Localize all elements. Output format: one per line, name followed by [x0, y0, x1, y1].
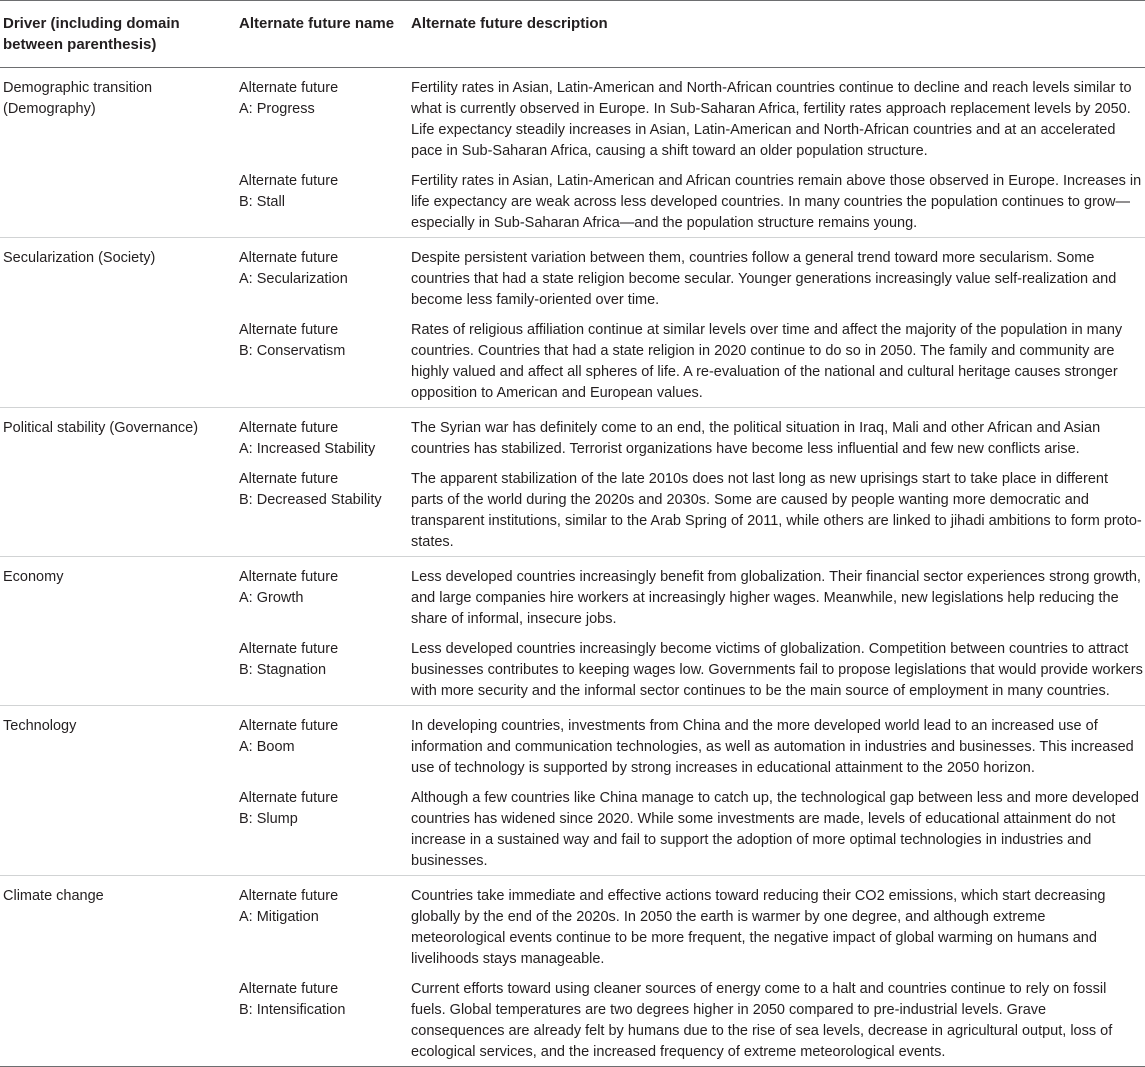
future-name-line1: Alternate future — [239, 80, 339, 96]
table-body — [0, 68, 1145, 1067]
table-row — [0, 706, 1145, 780]
future-name-cell — [236, 68, 408, 163]
future-name-line1: Alternate future — [239, 718, 339, 734]
future-name-line2: A: Increased Stability — [239, 441, 376, 457]
table-header — [0, 1, 1145, 68]
header-future-name: Alternate future name — [236, 1, 408, 68]
table-row — [0, 408, 1145, 461]
driver-cell-empty — [0, 162, 236, 238]
driver-cell-empty — [0, 630, 236, 706]
future-description-cell: Less developed countries increasingly benefit from globalization. Their financial sector experiences strong growth, and large companies hire workers at increasingly higher wages. Meanwhile, new legislations help reducing the share of informal, insecure jobs. — [411, 569, 1141, 627]
future-name-line2: A: Growth — [239, 590, 304, 606]
future-name-line2: A: Boom — [239, 739, 295, 755]
future-name-line2: B: Intensification — [239, 1002, 346, 1018]
table-row — [0, 779, 1145, 876]
future-description-cell: Fertility rates in Asian, Latin-American and African countries remain above those observed in Europe. Increases in life expectancy are weak across less developed countries. In many countries the population continues to grow—especially in Sub-Saharan Africa—and the population structure remains young. — [408, 162, 1145, 238]
table-row — [0, 970, 1145, 1067]
table-row — [0, 68, 1145, 163]
future-name-cell — [236, 311, 408, 408]
driver-cell-empty — [0, 970, 236, 1067]
future-name-line2: B: Decreased Stability — [239, 492, 382, 508]
future-name-cell — [236, 630, 408, 706]
future-description-cell: The Syrian war has definitely come to an end, the political situation in Iraq, Mali and other African and Asian countries has stabilized. Terrorist organizations have become less influential and few new conflicts arise. — [411, 420, 1101, 457]
future-name-cell — [236, 970, 408, 1067]
future-name-line2: A: Mitigation — [239, 909, 319, 925]
header-row — [0, 1, 1145, 68]
future-name-line1: Alternate future — [239, 641, 339, 657]
future-name-cell — [236, 779, 408, 876]
future-description-cell: Rates of religious affiliation continue at similar levels over time and affect the majority of the population in many countries. Countries that had a state religion in 2020 continue to do so in 2050. The family and community are highly valued and affect all spheres of life. A re-evaluation of the national and cultural heritage causes stronger opposition to American and European values. — [408, 311, 1145, 408]
future-name-cell — [236, 408, 408, 461]
future-name-cell — [236, 460, 408, 557]
table-row — [0, 460, 1145, 557]
future-description-cell: Despite persistent variation between them, countries follow a general trend toward more secularism. Some countries that had a state religion become secular. Younger generations increasingly value self-realization and become less family-oriented over time. — [411, 250, 1117, 308]
future-name-cell — [236, 162, 408, 238]
future-name-line1: Alternate future — [239, 981, 339, 997]
future-name-line1: Alternate future — [239, 322, 339, 338]
table-row — [0, 876, 1145, 971]
driver-cell: Demographic transition (Demography) — [3, 80, 153, 117]
driver-cell: Political stability (Governance) — [3, 420, 199, 436]
future-description-cell: Fertility rates in Asian, Latin-American and North-African countries continue to decline and reach levels similar to what is currently observed in Europe. In Sub-Saharan Africa, fertility rates approach replacement levels by 2050. Life expectancy steadily increases in Asian, Latin-American and North-African countries and at an accelerated pace in Sub-Saharan Africa, causing a shift toward an older population structure. — [411, 80, 1132, 159]
future-name-line1: Alternate future — [239, 173, 339, 189]
future-name-cell — [236, 238, 408, 312]
driver-cell: Climate change — [3, 888, 104, 904]
driver-cell: Secularization (Society) — [3, 250, 156, 266]
future-name-cell — [236, 876, 408, 971]
table-row — [0, 162, 1145, 238]
future-description-cell: Countries take immediate and effective actions toward reducing their CO2 emissions, which start decreasing globally by the end of the 2020s. In 2050 the earth is warmer by one degree, and although extreme meteorological events continue to be more frequent, the negative impact of global warming on humans and livelihoods stays manageable. — [411, 888, 1106, 967]
future-description-cell: The apparent stabilization of the late 2010s does not last long as new uprisings start to take place in different parts of the world during the 2020s and 2030s. Some are caused by people wanting more democratic and transparent institutions, similar to the Arab Spring of 2011, while others are linked to jihadi ambitions to form proto-states. — [408, 460, 1145, 557]
header-future-description: Alternate future description — [408, 1, 1145, 68]
future-description-cell: Current efforts toward using cleaner sources of energy come to a halt and countries continue to rely on fossil fuels. Global temperatures are two degrees higher in 2050 compared to pre-industrial levels. Grave consequences are already felt by humans due to the rise of sea levels, decrease in agricultural output, loss of ecological services, and the increased frequency of extreme meteorological events. — [408, 970, 1145, 1067]
future-name-line1: Alternate future — [239, 471, 339, 487]
future-description-cell: Less developed countries increasingly become victims of globalization. Competition between countries to attract businesses contributes to keeping wages low. Governments fail to propose legislations that would provide workers with more security and the informal sector continues to be the main source of employment in many countries. — [408, 630, 1145, 706]
header-driver: Driver (including domain between parenthesis) — [0, 1, 236, 68]
future-name-cell — [236, 706, 408, 780]
future-name-line2: B: Stagnation — [239, 662, 327, 678]
driver-cell: Technology — [3, 718, 77, 734]
future-name-line2: B: Conservatism — [239, 343, 346, 359]
table-row — [0, 630, 1145, 706]
future-name-cell — [236, 557, 408, 631]
table-row — [0, 557, 1145, 631]
driver-cell-empty — [0, 460, 236, 557]
driver-cell: Economy — [3, 569, 64, 585]
table-row — [0, 238, 1145, 312]
driver-cell-empty — [0, 779, 236, 876]
future-name-line1: Alternate future — [239, 790, 339, 806]
driver-cell-empty — [0, 311, 236, 408]
future-name-line2: A: Secularization — [239, 271, 348, 287]
future-name-line2: B: Slump — [239, 811, 298, 827]
future-description-cell: Although a few countries like China manage to catch up, the technological gap between less and more developed countries has widened since 2020. While some investments are made, levels of educational attainment do not increase in a sustained way and fail to support the adoption of more optimal technologies in industries and businesses. — [408, 779, 1145, 876]
future-name-line2: A: Progress — [239, 101, 315, 117]
future-name-line1: Alternate future — [239, 420, 339, 436]
future-name-line2: B: Stall — [239, 194, 285, 210]
future-name-line1: Alternate future — [239, 569, 339, 585]
table-row — [0, 311, 1145, 408]
future-name-line1: Alternate future — [239, 888, 339, 904]
future-description-cell: In developing countries, investments from China and the more developed world lead to an increased use of information and communication technologies, as well as automation in industries and businesses. This increased use of technology is supported by strong increases in educational attainment to the 2050 horizon. — [411, 718, 1134, 776]
future-name-line1: Alternate future — [239, 250, 339, 266]
